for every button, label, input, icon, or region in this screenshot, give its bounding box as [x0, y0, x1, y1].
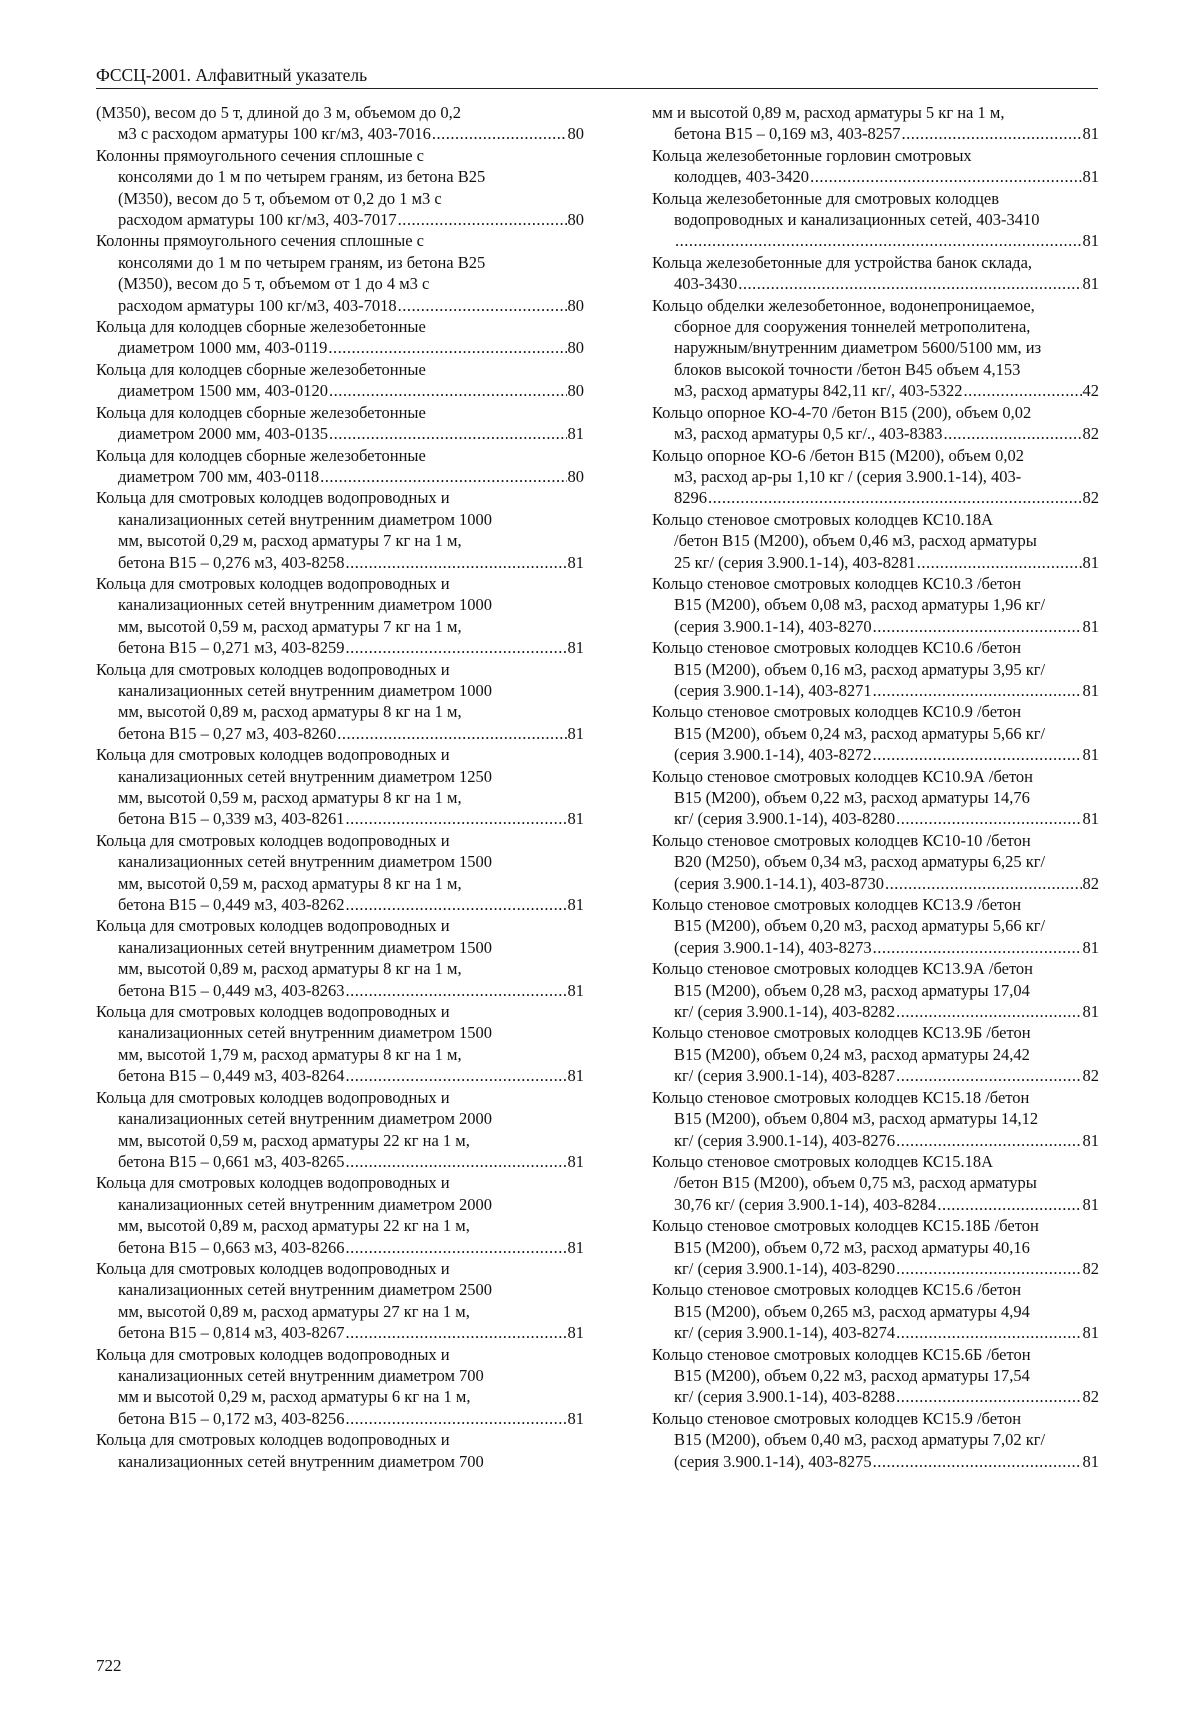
- entry-page-number: 81: [567, 1066, 584, 1086]
- entry-text-line: мм, высотой 0,89 м, расход арматуры 27 кг на 1 м,: [118, 1301, 470, 1321]
- entry-text-line: канализационных сетей внутренним диаметром 2000: [118, 1194, 493, 1214]
- dot-leader: [345, 1151, 566, 1172]
- entry-text-line: (М350), весом до 5 т, объемом от 1 до 4 м3 с: [118, 274, 430, 294]
- dot-leader: [873, 937, 1082, 958]
- index-entry: [652, 1215, 1099, 1279]
- dot-leader: [708, 487, 1082, 508]
- entry-reference-text: 30,76 кг/ (серия 3.900.1-14), 403-8284: [674, 1194, 937, 1214]
- index-entry: [96, 102, 584, 145]
- entry-text-line: /бетон В15 (М200), объем 0,46 м3, расход арматуры: [674, 531, 1037, 551]
- entry-text-line: Кольца для смотровых колодцев водопроводных и: [96, 745, 450, 765]
- index-entry: [96, 1429, 584, 1472]
- entry-text-line: м3, расход ар-ры 1,10 кг / (серия 3.900.1-14), 403-: [674, 466, 1022, 486]
- entry-reference-line: [96, 209, 584, 230]
- entry-reference-line: [96, 380, 584, 401]
- index-entry: [96, 915, 584, 1001]
- entry-reference-line: [652, 1451, 1099, 1472]
- dot-leader: [345, 808, 566, 829]
- entry-page-number: 81: [567, 1323, 584, 1343]
- entry-text-line: Колонны прямоугольного сечения сплошные с: [96, 145, 424, 165]
- dot-leader: [896, 1322, 1081, 1343]
- index-entry: [96, 573, 584, 659]
- entry-reference-line: [652, 1386, 1099, 1407]
- index-entry: [96, 316, 584, 359]
- entry-reference-text: кг/ (серия 3.900.1-14), 403-8290: [674, 1258, 896, 1278]
- entry-reference-text: м3, расход арматуры 0,5 кг/., 403-8383: [674, 424, 943, 444]
- entry-page-number: 81: [1082, 231, 1099, 251]
- entry-page-number: 81: [1082, 616, 1099, 636]
- index-entry: [652, 402, 1099, 445]
- entry-text-line: В15 (М200), объем 0,24 м3, расход арматуры 5,66 кг/: [674, 723, 1046, 743]
- entry-page-number: 42: [1082, 381, 1099, 401]
- index-column-left: [96, 102, 584, 1472]
- entry-reference-text: бетона В15 – 0,276 м3, 403-8258: [118, 552, 345, 572]
- entry-reference-line: [652, 273, 1099, 294]
- entry-text-line: Кольца железобетонные горловин смотровых: [652, 145, 972, 165]
- entry-text-line: Кольца железобетонные для устройства банок склада,: [652, 252, 1033, 272]
- entry-reference-line: [96, 1151, 584, 1172]
- entry-reference-text: бетона В15 – 0,172 м3, 403-8256: [118, 1408, 345, 1428]
- entry-text-line: Кольцо опорное КО-6 /бетон В15 (М200), объем 0,02: [652, 445, 1024, 465]
- entry-text-line: Кольцо обделки железобетонное, водонепроницаемое,: [652, 295, 1035, 315]
- entry-reference-text: 25 кг/ (серия 3.900.1-14), 403-8281: [674, 552, 916, 572]
- entry-reference-line: [652, 487, 1099, 508]
- entry-text-line: консолями до 1 м по четырем граням, из бетона В25: [118, 252, 486, 272]
- index-entry: [96, 1087, 584, 1173]
- dot-leader: [885, 873, 1082, 894]
- entry-reference-line: [652, 1194, 1099, 1215]
- entry-reference-line: [96, 466, 584, 487]
- entry-reference-text: расходом арматуры 100 кг/м3, 403-7017: [118, 210, 397, 230]
- dot-leader: [345, 1065, 566, 1086]
- entry-text-line: Кольца для смотровых колодцев водопроводных и: [96, 573, 450, 593]
- dot-leader: [345, 1237, 566, 1258]
- entry-reference-text: м3 с расходом арматуры 100 кг/м3, 403-7016: [118, 124, 431, 144]
- entry-reference-text: (серия 3.900.1-14), 403-8275: [674, 1451, 872, 1471]
- entry-text-line: канализационных сетей внутренним диаметром 2500: [118, 1280, 493, 1300]
- entry-text-line: мм, высотой 1,79 м, расход арматуры 8 кг на 1 м,: [118, 1044, 462, 1064]
- dot-leader: [873, 616, 1082, 637]
- entry-text-line: Кольцо стеновое смотровых колодцев КС10.3 /бетон: [652, 573, 1022, 593]
- index-entry: [652, 1408, 1099, 1472]
- index-entry: [652, 830, 1099, 894]
- dot-leader: [896, 1386, 1081, 1407]
- entry-reference-line: [652, 616, 1099, 637]
- entry-text-line: канализационных сетей внутренним диаметром 1500: [118, 1023, 493, 1043]
- entry-reference-text: расходом арматуры 100 кг/м3, 403-7018: [118, 295, 397, 315]
- index-entry: [96, 659, 584, 745]
- entry-text-line: Кольца для колодцев сборные железобетонные: [96, 445, 426, 465]
- entry-reference-line: [652, 1322, 1099, 1343]
- entry-text-line: мм, высотой 0,59 м, расход арматуры 7 кг на 1 м,: [118, 616, 462, 636]
- entry-text-line: В15 (М200), объем 0,265 м3, расход арматуры 4,94: [674, 1301, 1030, 1321]
- entry-reference-text: 8296: [674, 488, 707, 508]
- entry-text-line: Кольцо опорное КО-4-70 /бетон В15 (200), объем 0,02: [652, 402, 1032, 422]
- entry-page-number: 81: [1082, 1002, 1099, 1022]
- index-entry: [652, 766, 1099, 830]
- entry-reference-line: [96, 552, 584, 573]
- entry-text-line: Кольца для смотровых колодцев водопроводных и: [96, 830, 450, 850]
- entry-text-line: (М350), весом до 5 т, объемом от 0,2 до 1 м3 с: [118, 188, 442, 208]
- entry-reference-text: 403-3430: [674, 274, 738, 294]
- index-entry: [652, 637, 1099, 701]
- entry-text-line: канализационных сетей внутренним диаметром 1500: [118, 852, 493, 872]
- entry-reference-text: кг/ (серия 3.900.1-14), 403-8274: [674, 1323, 896, 1343]
- index-entry: [96, 830, 584, 916]
- entry-text-line: Кольца для колодцев сборные железобетонные: [96, 317, 426, 337]
- entry-reference-line: [96, 1237, 584, 1258]
- dot-leader: [873, 1451, 1082, 1472]
- entry-page-number: 82: [1082, 424, 1099, 444]
- entry-text-line: канализационных сетей внутренним диаметром 2000: [118, 1109, 493, 1129]
- entry-reference-line: [96, 723, 584, 744]
- index-entry: [96, 1001, 584, 1087]
- entry-text-line: Кольцо стеновое смотровых колодцев КС10.18А: [652, 509, 993, 529]
- index-entry: [652, 894, 1099, 958]
- entry-page-number: 81: [567, 809, 584, 829]
- entry-text-line: Кольцо стеновое смотровых колодцев КС13.9Б /бетон: [652, 1023, 1031, 1043]
- entry-page-number: 82: [1082, 1066, 1099, 1086]
- entry-text-line: В15 (М200), объем 0,804 м3, расход арматуры 14,12: [674, 1109, 1039, 1129]
- entry-reference-text: бетона В15 – 0,661 м3, 403-8265: [118, 1151, 345, 1171]
- index-entry: [652, 295, 1099, 402]
- dot-leader: [329, 423, 567, 444]
- entry-text-line: В15 (М200), объем 0,40 м3, расход арматуры 7,02 кг/: [674, 1430, 1046, 1450]
- entry-page-number: 81: [1082, 274, 1099, 294]
- index-entry: [96, 487, 584, 573]
- entry-text-line: мм, высотой 0,29 м, расход арматуры 7 кг на 1 м,: [118, 531, 462, 551]
- entry-page-number: 81: [1082, 124, 1099, 144]
- entry-reference-line: [652, 230, 1099, 251]
- index-entry: [652, 958, 1099, 1022]
- entry-text-line: блоков высокой точности /бетон В45 объем 4,153: [674, 359, 1021, 379]
- index-entry: [652, 573, 1099, 637]
- entry-text-line: Кольцо стеновое смотровых колодцев КС15.18 /бетон: [652, 1087, 1030, 1107]
- entry-page-number: 80: [567, 124, 584, 144]
- entry-reference-line: [652, 937, 1099, 958]
- entry-reference-text: кг/ (серия 3.900.1-14), 403-8276: [674, 1130, 896, 1150]
- entry-page-number: 81: [567, 980, 584, 1000]
- dot-leader: [432, 123, 567, 144]
- entry-page-number: 81: [567, 638, 584, 658]
- index-entry: [96, 145, 584, 231]
- index-entry: [652, 445, 1099, 509]
- entry-page-number: 81: [567, 723, 584, 743]
- index-entry: [96, 402, 584, 445]
- entry-page-number: 81: [1082, 1194, 1099, 1214]
- entry-reference-line: [652, 423, 1099, 444]
- entry-reference-text: диаметром 700 мм, 403-0118: [118, 466, 320, 486]
- entry-reference-line: [96, 423, 584, 444]
- entry-text-line: Кольца для смотровых колодцев водопроводных и: [96, 916, 450, 936]
- dot-leader: [345, 1322, 566, 1343]
- entry-page-number: 80: [567, 466, 584, 486]
- entry-text-line: В15 (М200), объем 0,72 м3, расход арматуры 40,16: [674, 1237, 1030, 1257]
- index-entry: [652, 102, 1099, 145]
- dot-leader: [329, 380, 567, 401]
- entry-reference-text: бетона В15 – 0,814 м3, 403-8267: [118, 1323, 345, 1343]
- entry-text-line: Кольцо стеновое смотровых колодцев КС15.9 /бетон: [652, 1408, 1022, 1428]
- entry-reference-text: кг/ (серия 3.900.1-14), 403-8288: [674, 1387, 896, 1407]
- entry-reference-line: [652, 873, 1099, 894]
- entry-page-number: 81: [1082, 167, 1099, 187]
- entry-text-line: мм и высотой 0,89 м, расход арматуры 5 кг на 1 м,: [652, 103, 1005, 122]
- entry-page-number: 80: [567, 210, 584, 230]
- entry-text-line: (М350), весом до 5 т, длиной до 3 м, объемом до 0,2: [96, 103, 462, 122]
- entry-page-number: 81: [1082, 1451, 1099, 1471]
- entry-reference-line: [652, 1130, 1099, 1151]
- entry-text-line: В20 (М250), объем 0,34 м3, расход арматуры 6,25 кг/: [674, 852, 1046, 872]
- entry-page-number: 81: [1082, 1323, 1099, 1343]
- index-entry: [96, 359, 584, 402]
- entry-reference-text: кг/ (серия 3.900.1-14), 403-8287: [674, 1066, 896, 1086]
- entry-page-number: 80: [567, 381, 584, 401]
- entry-page-number: 81: [1082, 1130, 1099, 1150]
- entry-text-line: Кольца для колодцев сборные железобетонные: [96, 359, 426, 379]
- entry-reference-text: кг/ (серия 3.900.1-14), 403-8280: [674, 809, 896, 829]
- entry-text-line: мм и высотой 0,29 м, расход арматуры 6 кг на 1 м,: [118, 1387, 471, 1407]
- entry-text-line: Кольцо стеновое смотровых колодцев КС15.6 /бетон: [652, 1280, 1022, 1300]
- index-entry: [96, 445, 584, 488]
- entry-reference-text: колодцев, 403-3420: [674, 167, 810, 187]
- dot-leader: [873, 744, 1082, 765]
- entry-reference-text: диаметром 2000 мм, 403-0135: [118, 424, 328, 444]
- entry-page-number: 81: [567, 895, 584, 915]
- dot-leader: [917, 552, 1082, 573]
- entry-page-number: 81: [1082, 552, 1099, 572]
- entry-reference-line: [652, 680, 1099, 701]
- entry-reference-text: бетона В15 – 0,169 м3, 403-8257: [674, 124, 901, 144]
- dot-leader: [964, 380, 1082, 401]
- entry-reference-text: бетона В15 – 0,339 м3, 403-8261: [118, 809, 345, 829]
- entry-reference-text: бетона В15 – 0,449 м3, 403-8264: [118, 1066, 345, 1086]
- index-entry: [652, 701, 1099, 765]
- dot-leader: [328, 337, 566, 358]
- entry-text-line: Кольцо стеновое смотровых колодцев КС10-10 /бетон: [652, 830, 1031, 850]
- entry-text-line: В15 (М200), объем 0,22 м3, расход арматуры 14,76: [674, 788, 1030, 807]
- entry-reference-text: (серия 3.900.1-14), 403-8272: [674, 745, 872, 765]
- entry-reference-line: [96, 1322, 584, 1343]
- entry-reference-text: (серия 3.900.1-14), 403-8271: [674, 680, 872, 700]
- entry-reference-line: [96, 894, 584, 915]
- index-entry: [96, 1258, 584, 1344]
- entry-text-line: мм, высотой 0,59 м, расход арматуры 22 кг на 1 м,: [118, 1130, 470, 1150]
- dot-leader: [896, 1130, 1081, 1151]
- entry-page-number: 82: [1082, 873, 1099, 893]
- index-entry: [96, 1344, 584, 1430]
- entry-text-line: канализационных сетей внутренним диаметром 1000: [118, 509, 493, 529]
- entry-text-line: Колонны прямоугольного сечения сплошные с: [96, 231, 424, 251]
- dot-leader: [896, 1258, 1081, 1279]
- entry-text-line: канализационных сетей внутренним диаметром 1250: [118, 766, 493, 786]
- entry-text-line: Кольцо стеновое смотровых колодцев КС13.9А /бетон: [652, 959, 1034, 979]
- entry-reference-line: [652, 123, 1099, 144]
- dot-leader: [345, 1408, 566, 1429]
- entry-reference-text: (серия 3.900.1-14.1), 403-8730: [674, 873, 884, 893]
- dot-leader: [810, 166, 1081, 187]
- index-column-right: [652, 102, 1099, 1472]
- index-entry: [96, 1172, 584, 1258]
- entry-text-line: /бетон В15 (М200), объем 0,75 м3, расход арматуры: [674, 1173, 1037, 1193]
- entry-text-line: Кольца для колодцев сборные железобетонные: [96, 402, 426, 422]
- dot-leader: [345, 894, 566, 915]
- entry-reference-text: бетона В15 – 0,663 м3, 403-8266: [118, 1237, 345, 1257]
- dot-leader: [896, 1001, 1081, 1022]
- entry-text-line: Кольца для смотровых колодцев водопроводных и: [96, 488, 450, 508]
- index-entry: [652, 509, 1099, 573]
- page-number: 722: [96, 1656, 122, 1675]
- entry-text-line: Кольца для смотровых колодцев водопроводных и: [96, 1173, 450, 1193]
- entry-reference-line: [652, 1001, 1099, 1022]
- entry-text-line: Кольцо стеновое смотровых колодцев КС15.18А: [652, 1151, 993, 1171]
- dot-leader: [345, 552, 566, 573]
- entry-page-number: 81: [567, 552, 584, 572]
- entry-reference-line: [652, 1065, 1099, 1086]
- entry-text-line: Кольцо стеновое смотровых колодцев КС10.9 /бетон: [652, 702, 1022, 722]
- index-entry: [96, 744, 584, 830]
- entry-page-number: 81: [567, 1237, 584, 1257]
- entry-reference-line: [96, 123, 584, 144]
- dot-leader: [398, 209, 567, 230]
- index-entry: [652, 1022, 1099, 1086]
- entry-reference-line: [652, 744, 1099, 765]
- dot-leader: [675, 230, 1082, 251]
- entry-text-line: мм, высотой 0,89 м, расход арматуры 8 кг на 1 м,: [118, 959, 462, 979]
- entry-reference-line: [652, 552, 1099, 573]
- dot-leader: [337, 723, 566, 744]
- entry-page-number: 82: [1082, 488, 1099, 508]
- entry-reference-text: диаметром 1000 мм, 403-0119: [118, 338, 328, 358]
- index-entry: [652, 1151, 1099, 1215]
- page-header: [96, 64, 1098, 89]
- entry-text-line: водопроводных и канализационных сетей, 403-3410: [674, 210, 1040, 230]
- entry-page-number: 81: [1082, 745, 1099, 765]
- entry-text-line: Кольца для смотровых колодцев водопроводных и: [96, 1087, 450, 1107]
- dot-leader: [345, 980, 566, 1001]
- index-entry: [652, 188, 1099, 252]
- entry-text-line: канализационных сетей внутренним диаметром 700: [118, 1365, 484, 1385]
- entry-text-line: Кольца для смотровых колодцев водопроводных и: [96, 1258, 450, 1278]
- entry-text-line: Кольцо стеновое смотровых колодцев КС10.6 /бетон: [652, 638, 1022, 658]
- index-entry: [652, 1279, 1099, 1343]
- entry-text-line: сборное для сооружения тоннелей метрополитена,: [674, 317, 1031, 337]
- entry-reference-line: [96, 337, 584, 358]
- index-entry: [652, 1087, 1099, 1151]
- entry-text-line: мм, высотой 0,59 м, расход арматуры 8 кг на 1 м,: [118, 788, 462, 807]
- entry-page-number: 80: [567, 338, 584, 358]
- entry-page-number: 82: [1082, 1258, 1099, 1278]
- entry-text-line: Кольцо стеновое смотровых колодцев КС10.9А /бетон: [652, 766, 1034, 786]
- dot-leader: [944, 423, 1082, 444]
- entry-text-line: мм, высотой 0,89 м, расход арматуры 8 кг на 1 м,: [118, 702, 462, 722]
- index-entry: [652, 145, 1099, 188]
- entry-reference-text: (серия 3.900.1-14), 403-8270: [674, 616, 872, 636]
- dot-leader: [896, 1065, 1081, 1086]
- entry-reference-text: (серия 3.900.1-14), 403-8273: [674, 937, 872, 957]
- entry-text-line: Кольцо стеновое смотровых колодцев КС13.9 /бетон: [652, 895, 1022, 915]
- entry-reference-line: [96, 1408, 584, 1429]
- entry-page-number: 80: [567, 295, 584, 315]
- index-entry: [652, 1344, 1099, 1408]
- entry-reference-text: бетона В15 – 0,27 м3, 403-8260: [118, 723, 337, 743]
- entry-text-line: В15 (М200), объем 0,24 м3, расход арматуры 24,42: [674, 1044, 1030, 1064]
- entry-reference-line: [96, 980, 584, 1001]
- entry-page-number: 81: [567, 1151, 584, 1171]
- dot-leader: [937, 1194, 1081, 1215]
- entry-page-number: 81: [567, 424, 584, 444]
- entry-reference-line: [96, 295, 584, 316]
- entry-text-line: мм, высотой 0,59 м, расход арматуры 8 кг на 1 м,: [118, 873, 462, 893]
- entry-text-line: В15 (М200), объем 0,16 м3, расход арматуры 3,95 кг/: [674, 659, 1046, 679]
- entry-page-number: 81: [1082, 680, 1099, 700]
- index-entry: [652, 252, 1099, 295]
- entry-reference-text: бетона В15 – 0,271 м3, 403-8259: [118, 638, 345, 658]
- entry-text-line: мм, высотой 0,89 м, расход арматуры 22 кг на 1 м,: [118, 1216, 470, 1236]
- entry-page-number: 81: [1082, 809, 1099, 829]
- dot-leader: [901, 123, 1081, 144]
- entry-text-line: В15 (М200), объем 0,08 м3, расход арматуры 1,96 кг/: [674, 595, 1046, 615]
- entry-text-line: В15 (М200), объем 0,22 м3, расход арматуры 17,54: [674, 1365, 1030, 1385]
- entry-reference-line: [96, 808, 584, 829]
- entry-reference-line: [652, 166, 1099, 187]
- entry-text-line: наружным/внутренним диаметром 5600/5100 мм, из: [674, 338, 1042, 358]
- entry-page-number: 81: [1082, 937, 1099, 957]
- entry-reference-line: [652, 380, 1099, 401]
- entry-text-line: Кольцо стеновое смотровых колодцев КС15.18Б /бетон: [652, 1216, 1039, 1236]
- dot-leader: [345, 637, 566, 658]
- entry-text-line: канализационных сетей внутренним диаметром 700: [118, 1451, 484, 1471]
- entry-reference-text: кг/ (серия 3.900.1-14), 403-8282: [674, 1002, 896, 1022]
- entry-page-number: 82: [1082, 1387, 1099, 1407]
- entry-text-line: Кольца для смотровых колодцев водопроводных и: [96, 1430, 450, 1450]
- entry-reference-line: [652, 808, 1099, 829]
- entry-text-line: Кольца железобетонные для смотровых колодцев: [652, 188, 999, 208]
- entry-reference-text: бетона В15 – 0,449 м3, 403-8263: [118, 980, 345, 1000]
- entry-reference-text: диаметром 1500 мм, 403-0120: [118, 381, 328, 401]
- entry-reference-text: бетона В15 – 0,449 м3, 403-8262: [118, 895, 345, 915]
- dot-leader: [738, 273, 1081, 294]
- entry-reference-line: [652, 1258, 1099, 1279]
- entry-text-line: консолями до 1 м по четырем граням, из бетона В25: [118, 167, 486, 187]
- entry-text-line: Кольца для смотровых колодцев водопроводных и: [96, 659, 450, 679]
- entry-reference-line: [96, 637, 584, 658]
- dot-leader: [398, 295, 567, 316]
- entry-text-line: Кольца для смотровых колодцев водопроводных и: [96, 1344, 450, 1364]
- entry-text-line: В15 (М200), объем 0,20 м3, расход арматуры 5,66 кг/: [674, 916, 1046, 936]
- index-entry: [96, 230, 584, 316]
- entry-reference-text: м3, расход арматуры 842,11 кг/, 403-5322: [674, 381, 963, 401]
- entry-reference-line: [96, 1065, 584, 1086]
- entry-text-line: Кольцо стеновое смотровых колодцев КС15.6Б /бетон: [652, 1344, 1031, 1364]
- header-title: ФССЦ-2001. Алфавитный указатель: [96, 65, 368, 85]
- dot-leader: [873, 680, 1082, 701]
- entry-text-line: канализационных сетей внутренним диаметром 1500: [118, 937, 493, 957]
- entry-text-line: канализационных сетей внутренним диаметром 1000: [118, 595, 493, 615]
- entry-text-line: Кольца для смотровых колодцев водопроводных и: [96, 1002, 450, 1022]
- dot-leader: [320, 466, 566, 487]
- dot-leader: [896, 808, 1081, 829]
- entry-page-number: 81: [567, 1408, 584, 1428]
- entry-text-line: канализационных сетей внутренним диаметром 1000: [118, 680, 493, 700]
- entry-text-line: В15 (М200), объем 0,28 м3, расход арматуры 17,04: [674, 980, 1030, 1000]
